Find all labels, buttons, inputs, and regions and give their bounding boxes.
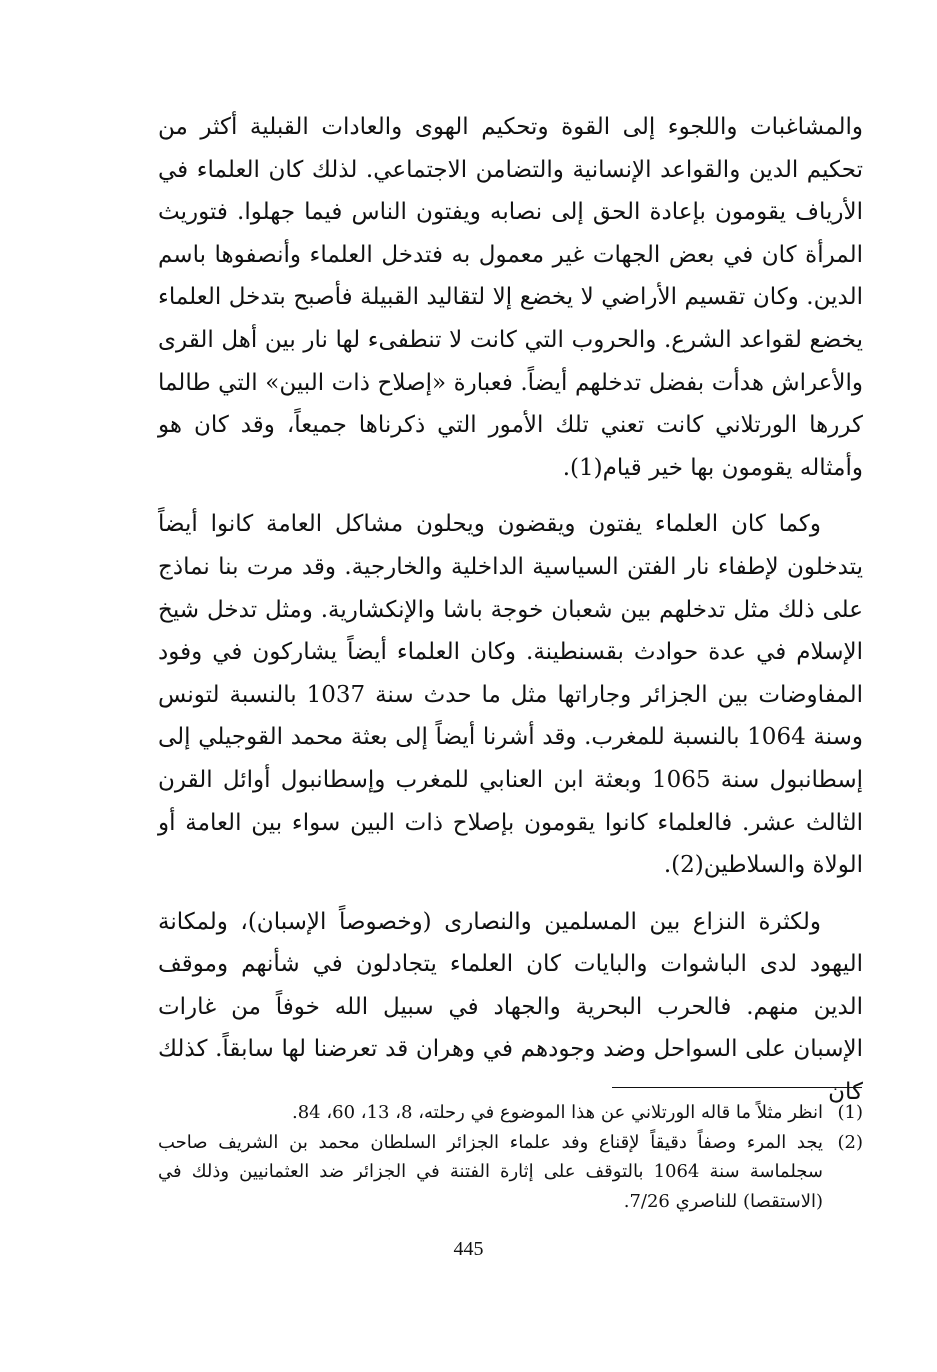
footnote-text: انظر مثلاً ما قاله الورتلاني عن هذا الموضوع في رحلته، 8، 13، 60، 84.: [291, 1102, 823, 1123]
footnote-number: (2): [837, 1131, 863, 1153]
footnote-2: [158, 1128, 863, 1217]
paragraph-2: وكما كان العلماء يفتون ويقضون ويحلون مشاكل العامة كانوا أيضاً يتدخلون لإطفاء نار الفتن السياسية الداخلية والخارجية. وقد مرت بنا نماذج على ذلك مثل تدخلهم بين شعبان خوجة باشا والإنكشارية. ومثل تدخل شيخ الإسلام في عدة حوادث بقسنطينة. وكان العلماء أيضاً يشاركون في وفود المفاوضات بين الجزائر وجاراتها مثل ما حدث سنة 1037 بالنسبة لتونس وسنة 1064 بالنسبة للمغرب. وقد أشرنا أيضاً إلى بعثة محمد القوجيلي إلى إسطانبول سنة 1065 وبعثة ابن العنابي للمغرب وإسطانبول أوائل القرن الثالث عشر. فالعلماء كانوا يقومون بإصلاح ذات البين سواء بين العامة أو الولاة والسلاطين(2).: [158, 511, 864, 879]
footnote-divider: [612, 1087, 862, 1088]
footnote-text: يجد المرء وصفاً دقيقاً لإقناع وفد علماء الجزائر السلطان محمد بن الشريف صاحب سجلماسة سنة 1064 بالتوقف على إثارة الفتنة في الجزائر ضد العثمانيين وذلك في (الاستقصا) للناصري 7/26.: [158, 1131, 823, 1212]
footnote-number: (1): [837, 1102, 863, 1123]
paragraph-3: ولكثرة النزاع بين المسلمين والنصارى (وخصوصاً الإسبان)، ولمكانة اليهود لدى الباشوات والبايات كان العلماء يتجادلون في شأنهم وموقف الدين منهم. فالحرب البحرية والجهاد في سبيل الله خوفاً من غارات الإسبان على السواحل وضد وجودهم في وهران قد تعرضنا لها سابقاً. كذلك كان: [158, 908, 863, 1106]
paragraph-1: والمشاغبات واللجوء إلى القوة وتحكيم الهوى والعادات القبلية أكثر من تحكيم الدين والقواعد الإنسانية والتضامن الاجتماعي. لذلك كان العلماء في الأرياف يقومون بإعادة الحق إلى نصابه ويفتون الناس فيما جهلوا. فتوريث المرأة كان في بعض الجهات غير معمول به فتدخل العلماء وأنصفوها باسم الدين. وكان تقسيم الأراضي لا يخضع إلا لتقاليد القبيلة فأصبح بتدخل العلماء يخضع لقواعد الشرع. والحروب التي كانت لا تنطفىء لها نار بين أهل القرى والأعراش هدأت بفضل تدخلهم أيضاً. فعبارة «إصلاح ذات البين» التي طالما كررها الورتلاني كانت تعني تلك الأمور التي ذكرناها جميعاً، وقد كان هو وأمثاله يقومون بها خير قيام(1).: [158, 114, 863, 481]
main-text: [158, 106, 863, 1114]
footnote-1: [158, 1098, 863, 1128]
footnotes: [158, 1098, 863, 1216]
page-number: 445: [453, 1238, 484, 1260]
